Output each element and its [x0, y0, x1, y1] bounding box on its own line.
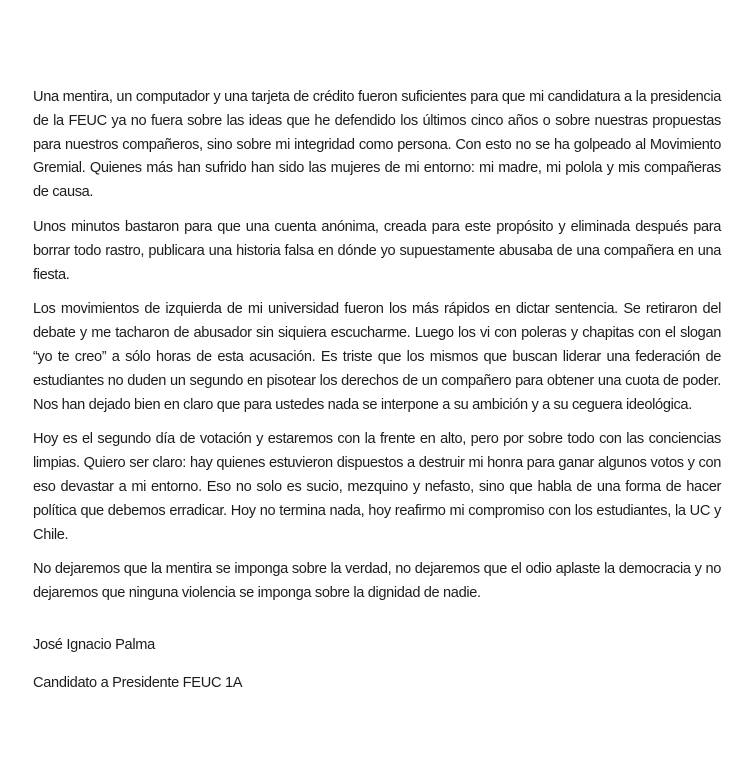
- signature-name: José Ignacio Palma: [33, 637, 155, 653]
- letter-body: [33, 86, 721, 617]
- paragraph-4: Hoy es el segundo día de votación y estaremos con la frente en alto, pero por sobre todo con las conciencias limpias. Quiero ser claro: hay quienes estuvieron dispuestos a destruir mi honra para ganar algunos votos y con eso devastar a mi entorno. Eso no solo es sucio, mezquino y nefasto, sino que habla de una forma de hacer política que debemos erradicar. Hoy no termina nada, hoy reafirmo mi compromiso con los estudiantes, la UC y Chile.: [33, 431, 721, 543]
- signature-title: Candidato a Presidente FEUC 1A: [33, 675, 243, 691]
- signature-block: [33, 635, 242, 711]
- paragraph-5: No dejaremos que la mentira se imponga sobre la verdad, no dejaremos que el odio aplaste la democracia y no dejaremos que ninguna violencia se imponga sobre la dignidad de nadie.: [33, 561, 721, 602]
- paragraph-1: Una mentira, un computador y una tarjeta de crédito fueron suficientes para que mi candidatura a la presidencia de la FEUC ya no fuera sobre las ideas que he defendido los últimos cinco años o sobre nuestras propuestas para nuestros compañeros, sino sobre mi integridad como persona. Con esto no se ha golpeado al Movimiento Gremial. Quienes más han sufrido han sido las mujeres de mi entorno: mi madre, mi polola y mis compañeras de causa.: [33, 89, 721, 201]
- paragraph-3: Los movimientos de izquierda de mi universidad fueron los más rápidos en dictar sentencia. Se retiraron del debate y me tacharon de abusador sin siquiera escucharme. Luego los vi con poleras y chapitas con el slogan “yo te creo” a sólo horas de esta acusación. Es triste que los mismos que buscan liderar una federación de estudiantes no duden un segundo en pisotear los derechos de un compañero para obtener una cuota de poder. Nos han dejado bien en claro que para ustedes nada se interpone a su ambición y a su ceguera ideológica.: [33, 301, 721, 413]
- paragraph-2: Unos minutos bastaron para que una cuenta anónima, creada para este propósito y eliminada después para borrar todo rastro, publicara una historia falsa en dónde yo supuestamente abusaba de una compañera en una fiesta.: [33, 218, 721, 283]
